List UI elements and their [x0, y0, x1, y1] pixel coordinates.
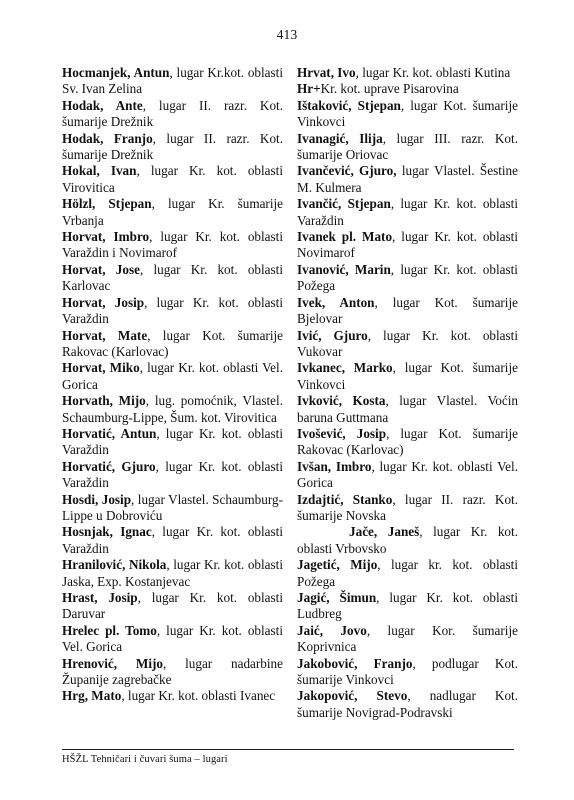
- entry-description: , lugar Kr. kot. oblasti Požega: [297, 261, 518, 294]
- entry-name: Horvath, Mijo: [62, 393, 146, 409]
- entry-description: lugar Vlastel. Šestine M. Kulmera: [297, 163, 518, 195]
- entry-name: Hosdi, Josip: [62, 491, 132, 507]
- register-entry: [62, 262, 283, 295]
- register-entry: [297, 65, 518, 81]
- entry-name: Jagić, Šimun: [297, 590, 377, 605]
- page-number: 413: [276, 27, 298, 42]
- entry-name: Horvatić, Antun: [62, 425, 157, 441]
- register-entry: [62, 163, 283, 196]
- entry-description: , lugar Vlastel. Schaumburg-Lippe u Dobroviću: [62, 491, 283, 523]
- entry-description: , lugar Kot. šumarije Vinkovci: [297, 97, 518, 130]
- entry-name: Jagetić, Mijo: [297, 557, 378, 573]
- entry-name: Jače, Janeš: [349, 524, 420, 540]
- register-entry: [297, 557, 518, 590]
- entry-description: , lugar Kr. kot. oblasti Varaždin: [62, 294, 283, 327]
- entry-name: Ivančić, Stjepan: [297, 196, 391, 212]
- register-entry: [297, 163, 518, 196]
- entry-name: Horvat, Josip: [62, 294, 145, 310]
- register-entry: [62, 524, 283, 557]
- register-entry: [62, 623, 283, 656]
- entry-name: Ivošević, Josip: [297, 425, 387, 441]
- entry-description: , lugar Vlastel. Voćin baruna Guttmana: [297, 393, 518, 425]
- entry-description: , lugar Kr. kot. oblasti Vel. Gorica: [62, 360, 284, 392]
- entry-name: Ivković, Kosta: [297, 393, 386, 409]
- entry-name: Hr+: [297, 81, 321, 97]
- register-entry: [297, 459, 518, 492]
- entry-description: , lugar Kr. kot. oblasti Ivanec: [121, 688, 276, 704]
- register-entry: [297, 524, 518, 557]
- entry-name: Horvatić, Gjuro: [62, 458, 156, 474]
- entry-description: , lugar II. razr. Kot. šumarije Drežnik: [62, 97, 284, 130]
- register-entry: [62, 426, 283, 459]
- entry-description: , lugar Kr. kot. oblasti Virovitica: [62, 163, 283, 195]
- register-entry: [297, 81, 518, 97]
- left-column: [62, 65, 283, 705]
- entry-name: Horvat, Imbro: [62, 229, 150, 245]
- entry-name: Ivanek pl. Mato: [297, 229, 393, 245]
- entry-name: Hodak, Franjo: [62, 130, 153, 146]
- entry-description: , lugar Kr. kot. oblasti Daruvar: [62, 590, 283, 622]
- entry-name: Hrvat, Ivo: [297, 65, 356, 80]
- entry-description: , lugar Kr. kot. oblasti Vrbovsko: [297, 524, 518, 556]
- entry-description: , lugar Kot. šumarije Bjelovar: [297, 294, 518, 327]
- entry-description: , lugar Kr. kot. oblasti Varaždin: [62, 524, 283, 556]
- register-entry: [62, 328, 283, 361]
- register-entry: [62, 590, 283, 623]
- entry-name: Horvat, Mate: [62, 327, 148, 343]
- register-entry: [62, 98, 283, 131]
- entry-description: , lugar Kr. kot. oblasti Varaždin: [62, 425, 283, 458]
- entry-description: , lugar Kr. kot. oblasti Novimarof: [297, 229, 518, 261]
- entry-description: , lugar Kr. kot. oblasti Vukovar: [297, 327, 518, 359]
- entry-description: , lugar Kr. kot. oblasti Varaždin: [297, 196, 518, 228]
- entry-name: Ivek, Anton: [297, 294, 375, 310]
- entry-description: , lugar Kr. kot. oblasti Kutina: [355, 65, 511, 80]
- entry-name: Jakopović, Stevo: [297, 688, 408, 704]
- entry-description: , lugar Kor. šumarije Koprivnica: [297, 622, 518, 655]
- entry-name: Hosnjak, Ignac: [62, 524, 152, 540]
- entry-description: , lug. pomoćnik, Vlastel. Schaumburg-Lippe, Šum. kot. Virovitica: [62, 393, 283, 425]
- register-entry: [297, 196, 518, 229]
- entry-name: Hrg, Mato: [62, 688, 122, 704]
- register-entry: [62, 492, 283, 525]
- entry-name: Horvat, Jose: [62, 261, 140, 277]
- register-entry: [297, 328, 518, 361]
- register-entry: [297, 295, 518, 328]
- register-entry: [62, 65, 283, 98]
- entry-description: , lugar Kot. šumarije Vinkovci: [297, 360, 518, 392]
- register-entry: [297, 229, 518, 262]
- entry-name: Ivanović, Marin: [297, 261, 391, 277]
- register-entry: [297, 360, 518, 393]
- register-entry: [297, 688, 518, 721]
- register-entry: [62, 459, 283, 492]
- entry-name: Ištaković, Stjepan: [297, 97, 401, 113]
- entry-description: , lugar Kr. kot. oblasti Ludbreg: [297, 590, 518, 622]
- register-entry: [297, 426, 518, 459]
- register-entry: [62, 557, 283, 590]
- entry-description: , nadlugar Kot. šumarije Novigrad-Podravski: [297, 688, 519, 720]
- entry-name: Jakobović, Franjo: [297, 655, 413, 671]
- register-entry: [62, 656, 283, 689]
- entry-description: , lugar Kr. kot. oblasti Karlovac: [62, 261, 283, 294]
- entry-description: Kr. kot. uprave Pisarovina: [320, 81, 459, 97]
- entry-description: , lugar III. razr. Kot. šumarije Oriovac: [297, 130, 518, 163]
- register-entry: [62, 131, 283, 164]
- register-entry: [297, 393, 518, 426]
- entry-description: , lugar Kr. kot. oblasti Jaska, Exp. Kostanjevac: [62, 557, 283, 589]
- entry-name: Hölzl, Stjepan: [62, 196, 152, 212]
- entry-name: Hrenović, Mijo: [62, 655, 163, 671]
- register-entry: [297, 98, 518, 131]
- entry-description: , lugar II. razr. Kot. šumarije Drežnik: [62, 130, 284, 163]
- entry-name: Jaić, Jovo: [297, 622, 367, 638]
- entry-name: Hrelec pl. Tomo: [62, 622, 157, 638]
- register-entry: [297, 262, 518, 295]
- entry-name: Izdajtić, Stanko: [297, 491, 393, 507]
- register-entry: [297, 131, 518, 164]
- register-entry: [62, 360, 283, 393]
- entry-description: , lugar Kr. kot. oblasti Vel. Gorica: [297, 458, 518, 491]
- entry-name: Ivić, Gjuro: [297, 327, 368, 343]
- right-column: [297, 65, 518, 721]
- entry-name: Horvat, Miko: [62, 360, 140, 376]
- entry-description: , lugar Kr.kot. oblasti Sv. Ivan Zelina: [62, 65, 283, 97]
- entry-description: , lugar nadarbine Županije zagrebačke: [62, 655, 283, 688]
- register-entry: [62, 688, 283, 704]
- entry-description: , lugar Kot. šumarije Rakovac (Karlovac): [297, 425, 519, 458]
- entry-name: Hrast, Josip: [62, 590, 138, 605]
- entry-description: , lugar Kot. šumarije Rakovac (Karlovac): [62, 327, 283, 359]
- register-entry: [62, 229, 283, 262]
- entry-name: Ivančević, Gjuro,: [297, 163, 397, 179]
- register-entry: [297, 492, 518, 525]
- entry-description: , lugar Kr. kot. oblasti Vel. Gorica: [62, 622, 283, 655]
- footer-divider: [62, 749, 514, 750]
- footer-text: HŠŽL Tehničari i čuvari šuma – lugari: [62, 754, 228, 765]
- entry-name: Hocmanjek, Antun: [62, 65, 170, 80]
- entry-description: , lugar Kr. kot. oblasti Varaždin i Novimarof: [62, 229, 283, 261]
- entry-name: Hodak, Ante: [62, 97, 143, 113]
- register-entry: [62, 295, 283, 328]
- entry-description: , lugar II. razr. Kot. šumarije Novska: [297, 491, 519, 523]
- entry-description: , podlugar Kot. šumarije Vinkovci: [297, 655, 518, 688]
- register-entry: [297, 623, 518, 656]
- entry-description: , lugar Kr. kot. oblasti Varaždin: [62, 458, 283, 491]
- entry-name: Ivšan, Imbro: [297, 458, 372, 474]
- register-entry: [62, 196, 283, 229]
- register-entry: [62, 393, 283, 426]
- entry-description: , lugar Kr. šumarije Vrbanja: [62, 196, 284, 228]
- entry-name: Hranilović, Nikola: [62, 557, 167, 573]
- entry-description: , lugar kr. kot. oblasti Požega: [297, 557, 518, 589]
- entry-name: Ivanagić, Ilija: [297, 130, 383, 146]
- entry-name: Ivkanec, Marko: [297, 360, 393, 376]
- entry-name: Hokal, Ivan: [62, 163, 137, 179]
- register-entry: [297, 656, 518, 689]
- register-entry: [297, 590, 518, 623]
